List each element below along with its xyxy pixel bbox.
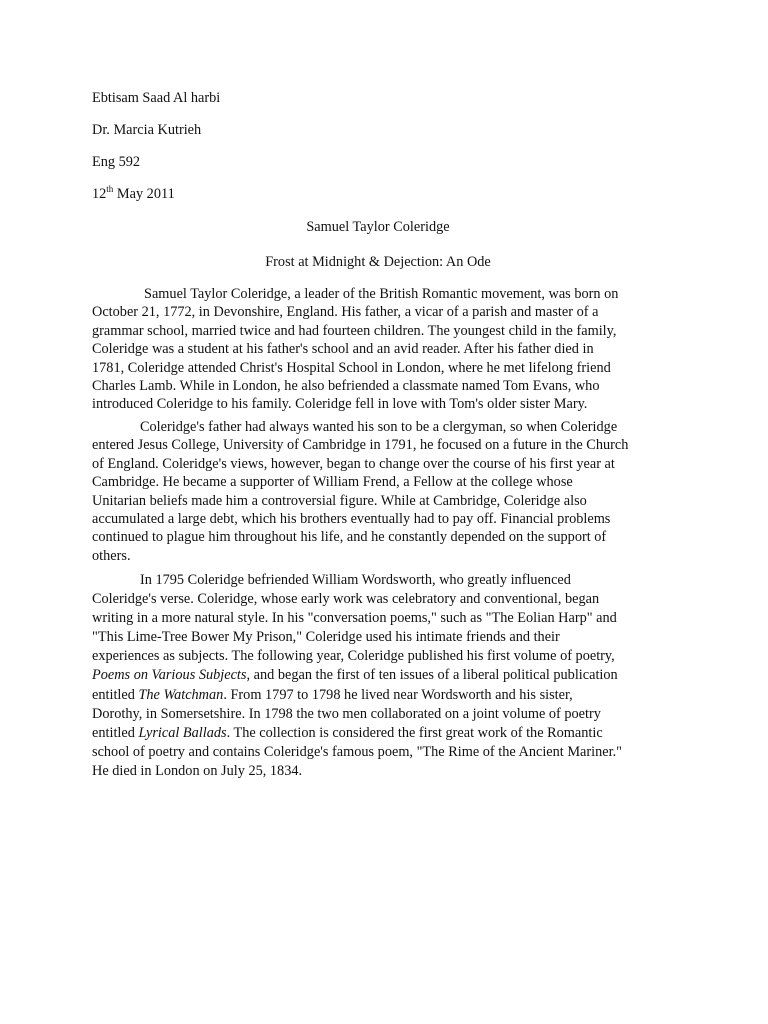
paragraph-line: Coleridge's verse. Coleridge, whose early work was celebratory and conventional, began	[92, 591, 600, 608]
paragraph-3	[92, 571, 692, 781]
essay-subtitle: Frost at Midnight & Dejection: An Ode	[265, 254, 491, 270]
course-code: Eng 592	[92, 154, 141, 170]
date-month-year: May 2011	[113, 186, 175, 202]
date-ordinal: th	[106, 184, 114, 195]
paragraph-line: Coleridge was a student at his father's school and an avid reader. After his father died in	[92, 341, 594, 358]
paragraph-line: 1781, Coleridge attended Christ's Hospital School in London, where he met lifelong friend	[92, 359, 611, 376]
paragraph-line: experiences as subjects. The following year, Coleridge published his first volume of poetry,	[92, 648, 615, 665]
paragraph-line: October 21, 1772, in Devonshire, England. His father, a vicar of a parish and master of a	[92, 304, 599, 321]
paragraph-line: Charles Lamb. While in London, he also befriended a classmate named Tom Evans, who	[92, 378, 600, 395]
paragraph-line: Dorothy, in Somersetshire. In 1798 the two men collaborated on a joint volume of poetry	[92, 705, 601, 722]
paragraph-line: "This Lime-Tree Bower My Prison," Coleridge used his intimate friends and their	[92, 629, 560, 646]
paragraph-1	[92, 285, 692, 414]
date-day: 12	[92, 186, 107, 202]
paragraph-2	[92, 418, 692, 565]
paragraph-line: In 1795 Coleridge befriended William Wordsworth, who greatly influenced	[140, 572, 571, 588]
paragraph-line: Poems on Various Subjects, and began the first of ten issues of a liberal political publication	[92, 667, 618, 684]
author-name: Ebtisam Saad Al harbi	[92, 90, 221, 106]
paragraph-line: Samuel Taylor Coleridge, a leader of the British Romantic movement, was born on	[144, 286, 619, 302]
paragraph-line: entitled The Watchman. From 1797 to 1798 he lived near Wordsworth and his sister,	[92, 686, 573, 703]
paragraph-line: continued to plague him throughout his life, and he constantly depended on the support of	[92, 529, 607, 546]
paragraph-line: school of poetry and contains Coleridge's famous poem, "The Rime of the Ancient Mariner."	[92, 743, 623, 760]
paragraph-line: others.	[92, 547, 131, 564]
paragraph-line: accumulated a large debt, which his brothers eventually had to pay off. Financial problems	[92, 511, 611, 528]
instructor-name: Dr. Marcia Kutrieh	[92, 122, 202, 138]
paragraph-line: Cambridge. He became a supporter of William Frend, a Fellow at the college whose	[92, 474, 573, 491]
title-lyrical-ballads: Lyrical Ballads	[138, 724, 227, 741]
paragraph-line: entered Jesus College, University of Cambridge in 1791, he focused on a future in the Church	[92, 437, 629, 454]
paragraph-line: Coleridge's father had always wanted his son to be a clergyman, so when Coleridge	[140, 419, 618, 435]
title-the-watchman: The Watchman	[138, 686, 224, 703]
paragraph-line: Unitarian beliefs made him a controversial figure. While at Cambridge, Coleridge also	[92, 492, 587, 509]
paragraph-line: writing in a more natural style. In his "conversation poems," such as "The Eolian Harp" and	[92, 610, 617, 627]
paragraph-line: introduced Coleridge to his family. Coleridge fell in love with Tom's older sister Mary.	[92, 396, 588, 413]
paragraph-line: of England. Coleridge's views, however, began to change over the course of his first year at	[92, 455, 615, 472]
date-line	[92, 185, 175, 203]
paragraph-line: grammar school, married twice and had fourteen children. The youngest child in the family,	[92, 322, 617, 339]
paragraph-line: He died in London on July 25, 1834.	[92, 762, 303, 779]
essay-title: Samuel Taylor Coleridge	[306, 219, 450, 235]
paragraph-line: entitled Lyrical Ballads. The collection is considered the first great work of the Romantic	[92, 724, 603, 741]
title-poems-on-various-subjects: Poems on Various Subjects	[92, 667, 247, 684]
